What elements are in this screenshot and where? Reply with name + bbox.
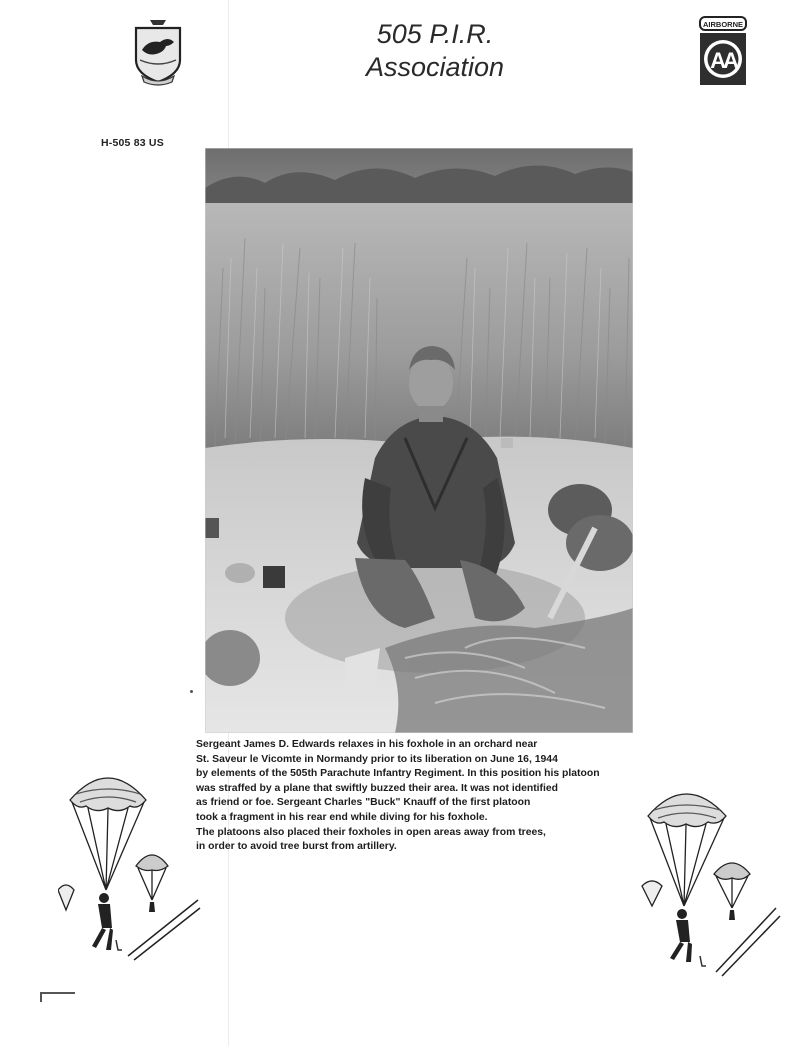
caption-line: Sergeant James D. Edwards relaxes in his foxhole in an orchard near	[196, 739, 538, 750]
badge-text: AA	[710, 48, 736, 73]
page-title	[300, 18, 570, 84]
badge-tab-text: AIRBORNE	[702, 20, 744, 29]
paratrooper-parachutes-icon	[636, 778, 786, 978]
caption-line: The platoons also placed their foxholes in open areas away from trees,	[196, 826, 546, 838]
soldier-in-foxhole-photo	[205, 148, 633, 733]
caption-line: was straffed by a plane that swiftly buzzed their area. It was not identified	[196, 782, 559, 794]
airborne-82-badge-icon	[697, 16, 749, 86]
paratrooper-parachutes-icon	[58, 762, 204, 972]
caption-line: in order to avoid tree burst from artillery.	[196, 841, 397, 853]
corner-mark	[40, 990, 76, 1002]
caption-line: St. Saveur le Vicomte in Normandy prior to its liberation on June 16, 1944	[196, 753, 558, 765]
scan-dot	[190, 690, 193, 693]
title-line-1: 505 P.I.R.	[376, 19, 494, 49]
regiment-crest-icon	[130, 16, 186, 88]
caption-line: as friend or foe. Sergeant Charles "Buck" Knauff of the first platoon	[196, 797, 531, 809]
caption-line: by elements of the 505th Parachute Infantry Regiment. In this position his platoon	[196, 768, 600, 780]
title-line-2: Association	[365, 52, 505, 82]
reference-code: H-505 83 US	[101, 137, 164, 149]
caption-line: took a fragment in his rear end while diving for his foxhole.	[196, 811, 488, 823]
